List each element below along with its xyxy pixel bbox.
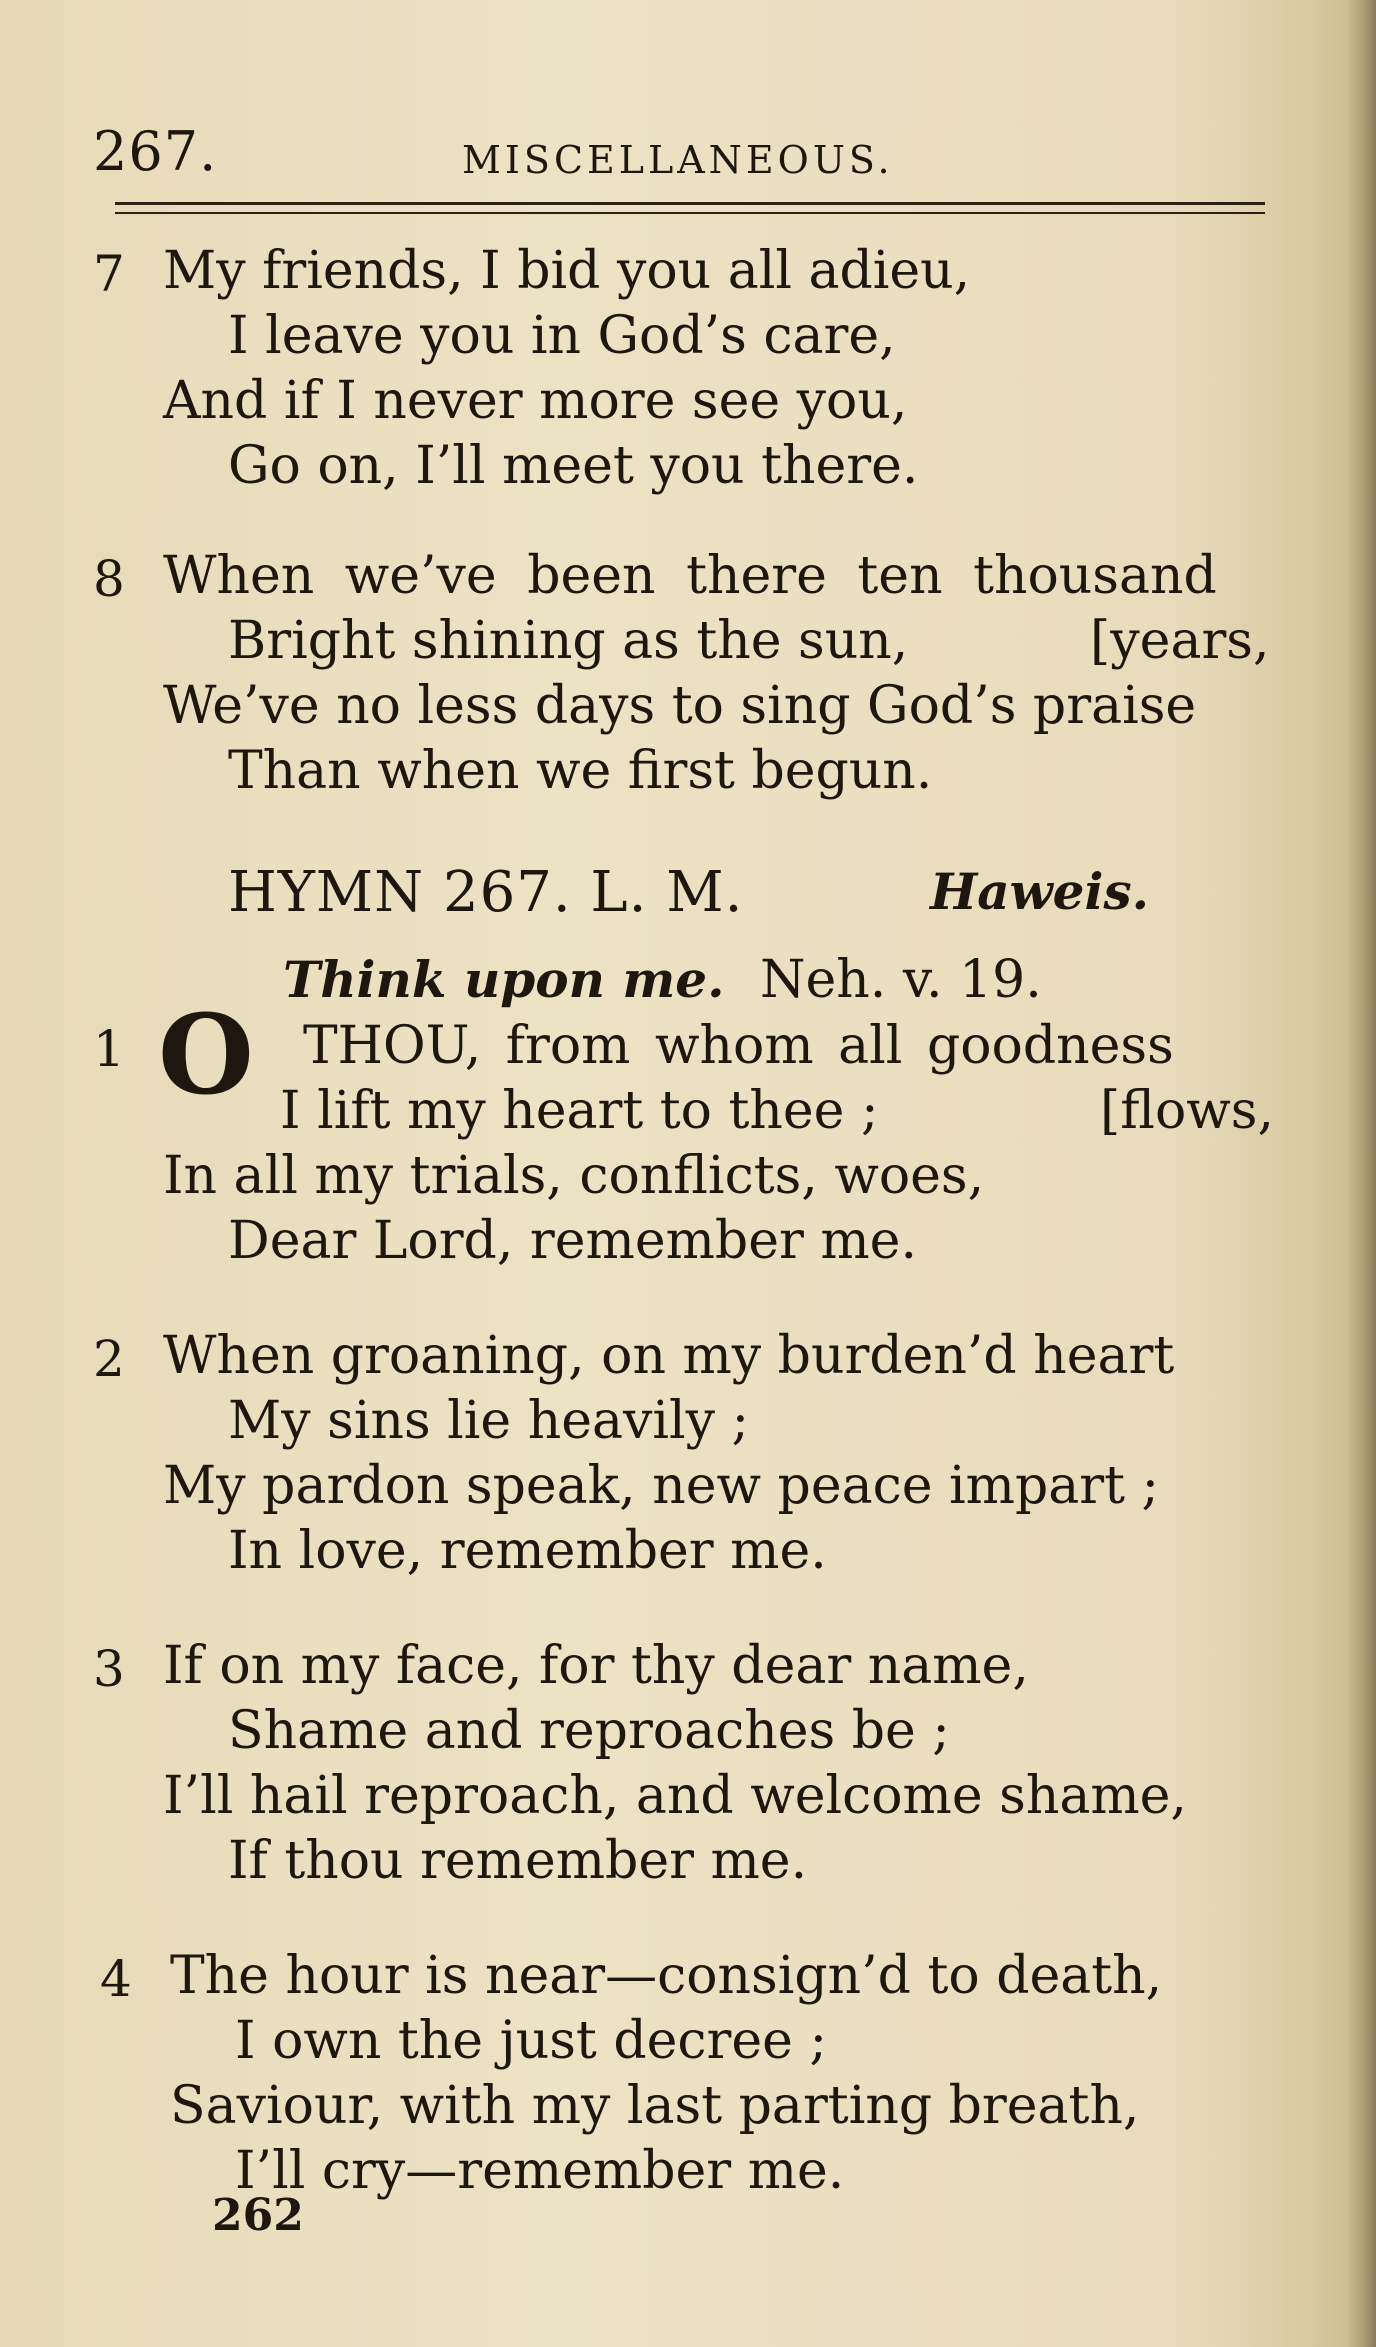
stanza-line: Saviour, with my last parting breath, [170, 2076, 1140, 2136]
stanza-line: In all my trials, conflicts, woes, [163, 1146, 985, 1206]
stanza-line: When groaning, on my burden’d heart [163, 1326, 1175, 1386]
section-title: MISCELLANEOUS. [462, 138, 894, 182]
stanza-number: 8 [93, 550, 125, 608]
scripture-reference: Neh. v. 19. [760, 950, 1042, 1010]
stanza-line: We’ve no less days to sing God’s praise [163, 676, 1197, 736]
stanza-line: Dear Lord, remember me. [228, 1211, 917, 1271]
stanza-line: When we’ve been there ten thousand [163, 546, 1217, 606]
hymn-subtitle: Think upon me. [283, 950, 725, 1009]
stanza-line: And if I never more see you, [163, 371, 908, 431]
stanza-line: The hour is near—consign’d to death, [170, 1946, 1163, 2006]
stanza-line: I’ll hail reproach, and welcome shame, [163, 1766, 1187, 1826]
stanza-number: 3 [93, 1640, 125, 1698]
stanza-line: If on my face, for thy dear name, [163, 1636, 1029, 1696]
stanza-line: THOU, from whom all goodness [303, 1016, 1174, 1076]
stanza-line: If thou remember me. [228, 1831, 808, 1891]
stanza-line: Go on, I’ll meet you there. [228, 436, 919, 496]
stanza-line: In love, remember me. [228, 1521, 827, 1581]
stanza-number: 1 [93, 1020, 125, 1078]
stanza-line: I lift my heart to thee ; [280, 1081, 879, 1141]
stanza-line: Shame and reproaches be ; [228, 1701, 950, 1761]
stanza-overflow-word: [years, [1090, 611, 1270, 671]
stanza-line: My pardon speak, new peace impart ; [163, 1456, 1160, 1516]
stanza-number: 2 [93, 1330, 125, 1388]
stanza-number: 4 [100, 1950, 132, 2008]
stanza-line: I own the just decree ; [235, 2011, 827, 2071]
stanza-line: Bright shining as the sun, [228, 611, 909, 671]
stanza-line: My friends, I bid you all adieu, [163, 241, 971, 301]
header-rule-thin [115, 212, 1265, 214]
stanza-line: I’ll cry—remember me. [235, 2141, 845, 2201]
hymn-author: Haweis. [930, 862, 1150, 921]
page-number: 267. [93, 120, 218, 183]
page-edge-shadow [1346, 0, 1376, 2347]
stanza-overflow-word: [flows, [1100, 1081, 1275, 1141]
stanza-number: 7 [93, 245, 125, 303]
stanza-line: My sins lie heavily ; [228, 1391, 750, 1451]
header-rule-thick [115, 202, 1265, 205]
drop-cap: O [158, 990, 254, 1119]
signature-mark: 262 [212, 2190, 304, 2241]
stanza-line: Than when we first begun. [228, 741, 933, 801]
stanza-line: I leave you in God’s care, [228, 306, 896, 366]
hymn-title: HYMN 267. L. M. [228, 860, 744, 925]
